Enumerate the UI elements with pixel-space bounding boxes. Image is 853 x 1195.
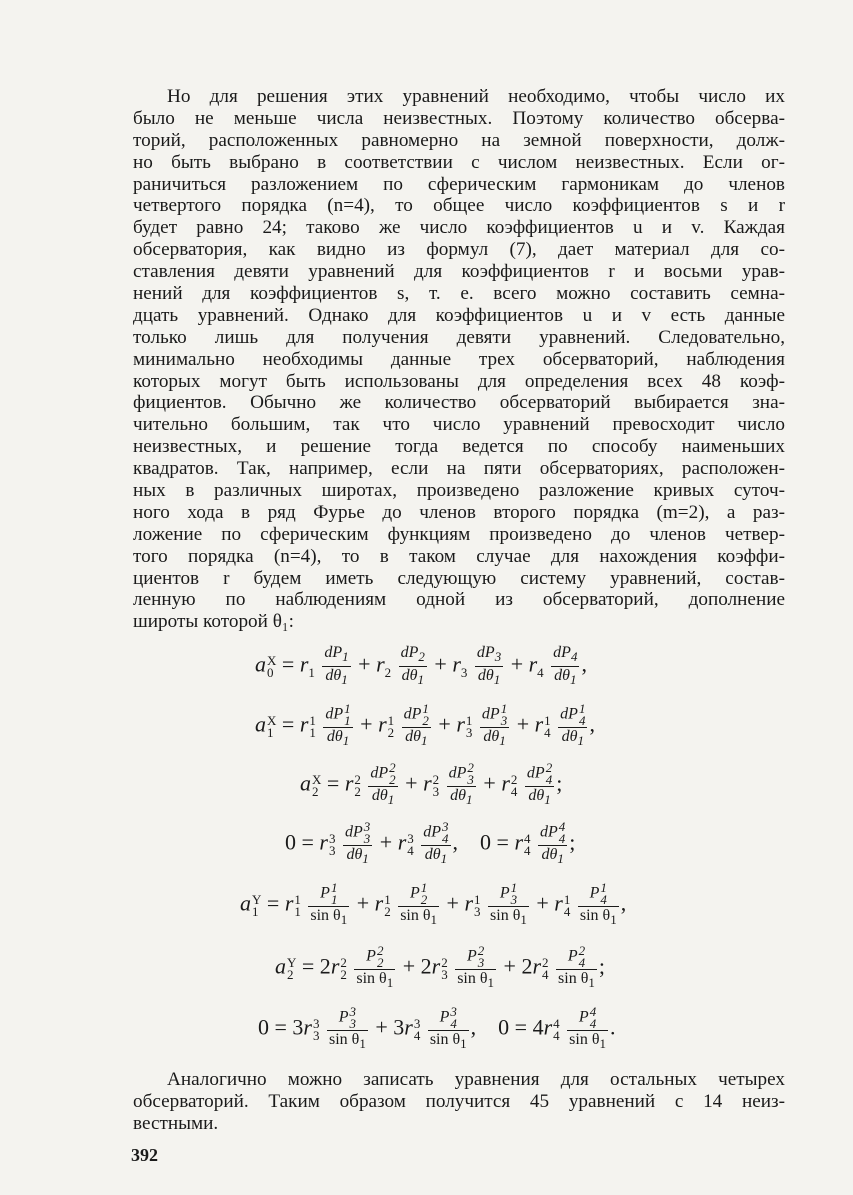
equation-a0x: a X 0 = $r_1$ $\frac{dP_1}{d\theta_1}$ + $r_2$ $\frac{dP_2}{d\theta_1}$ + $r_3$ $\frac{dP_3}{d\theta_1}$ + $r_4$ $\frac{dP_4}{d\theta_1}$ ,: [255, 644, 587, 688]
text-line: циентов r будем иметь следующую систему уравнений, состав-: [133, 567, 785, 589]
text-line: которых могут быть использованы для определения всех 48 коэф-: [133, 370, 785, 392]
text-line: обсерваторий. Таким образом получится 45 уравнений с 14 неиз-: [133, 1091, 785, 1112]
equation-a1x: a X 1 = r 1 1 dP 1 1 $d\theta_1$ + r 1 2 dP 1 2 $d\theta_1$ + r 1 3 dP 1 3 $d\theta_1$ + r 1 4 dP 1 4 $d\theta_1$ ,: [255, 701, 595, 749]
text-line: ного хода в ряд Фурье до членов второго порядка (m=2), а раз-: [133, 501, 785, 523]
text-line: квадратов. Так, например, если на пяти обсерваториях, расположен-: [133, 458, 785, 480]
text-line: нений для коэффициентов s, т. е. всего можно составить семна-: [133, 283, 785, 305]
text-line: раничиться разложением по сферическим гармоникам до членов: [133, 173, 785, 195]
text-line: дцать уравнений. Однако для коэффициентов u и v есть данные: [133, 304, 785, 326]
text-line: обсерватория, как видно из формул (7), дает материал для со-: [133, 239, 785, 261]
equation-zero-x: 0 = r 3 3 dP 3 3 $d\theta_1$ + r 3 4 dP 3 4 $d\theta_1$ , 0 = r 4 4 dP 4 4 $d\theta_1$ ;: [285, 819, 576, 867]
text-line: Но для решения этих уравнений необходимо, чтобы число их: [167, 86, 785, 107]
closing-paragraph: [133, 1069, 785, 1135]
equation-zero-y: 0 = 3r 3 3 P 3 3 $\sin \theta_1$ + 3r 3 4 P 3 4 $\sin \theta_1$ , 0 = 4r 4 4 P 4 4 $\sin \theta_1$ .: [258, 1004, 616, 1052]
page-number: 392: [131, 1145, 158, 1165]
text-line: чительно большим, так что число уравнений превосходит число: [133, 414, 785, 436]
text-line: вестными.: [133, 1113, 219, 1134]
body-paragraph: [133, 86, 785, 633]
text-line: ных в различных широтах, произведено разложение кривых суточ-: [133, 480, 785, 502]
equation-a2x: a X 2 = r 2 2 dP 2 2 $d\theta_1$ + r 2 3 dP 2 3 $d\theta_1$ + r 2 4 dP 2 4 $d\theta_1$ ;: [300, 760, 563, 808]
text-line: но быть выбрано в соответствии с числом неизвестных. Если ог-: [133, 151, 785, 173]
text-line: ложение по сферическим функциям произведено до членов четвер-: [133, 523, 785, 545]
text-line: только лишь для получения девяти уравнений. Следовательно,: [133, 326, 785, 348]
text-line: ставления девяти уравнений для коэффициентов r и восьми урав-: [133, 261, 785, 283]
text-line: Аналогично можно записать уравнения для остальных четырех: [167, 1069, 785, 1090]
equation-a1y: a Y 1 = r 1 1 P 1 1 $\sin \theta_1$ + r 1 2 P 1 2 $\sin \theta_1$ + r 1 3 P 1 3 $\sin \theta_1$ + r 1 4 P 1 4 $\sin \theta_1$ ,: [240, 880, 627, 928]
equation-a2y: a Y 2 = 2r 2 2 P 2 2 $\sin \theta_1$ + 2r 2 3 P 2 3 $\sin \theta_1$ + 2r 2 4 P 2 4 $\sin \theta_1$ ;: [275, 943, 605, 991]
text-line: четвертого порядка (n=4), то общее число коэффициентов s и r: [133, 195, 785, 217]
text-line: неизвестных, и решение тогда ведется по способу наименьших: [133, 436, 785, 458]
text-line: минимально необходимы данные трех обсерваторий, наблюдения: [133, 348, 785, 370]
text-line: торий, расположенных равномерно на земной поверхности, долж-: [133, 129, 785, 151]
text-line: было не меньше числа неизвестных. Поэтому количество обсерва-: [133, 107, 785, 129]
text-line: будет равно 24; таково же число коэффициентов u и v. Каждая: [133, 217, 785, 239]
text-line: фициентов. Обычно же количество обсерваторий выбирается зна-: [133, 392, 785, 414]
text-line: ленную по наблюдениям одной из обсерваторий, дополнение: [133, 589, 785, 611]
text-line: того порядка (n=4), то в таком случае для нахождения коэффи-: [133, 545, 785, 567]
text-line: широты которой θ₁:: [133, 611, 294, 633]
